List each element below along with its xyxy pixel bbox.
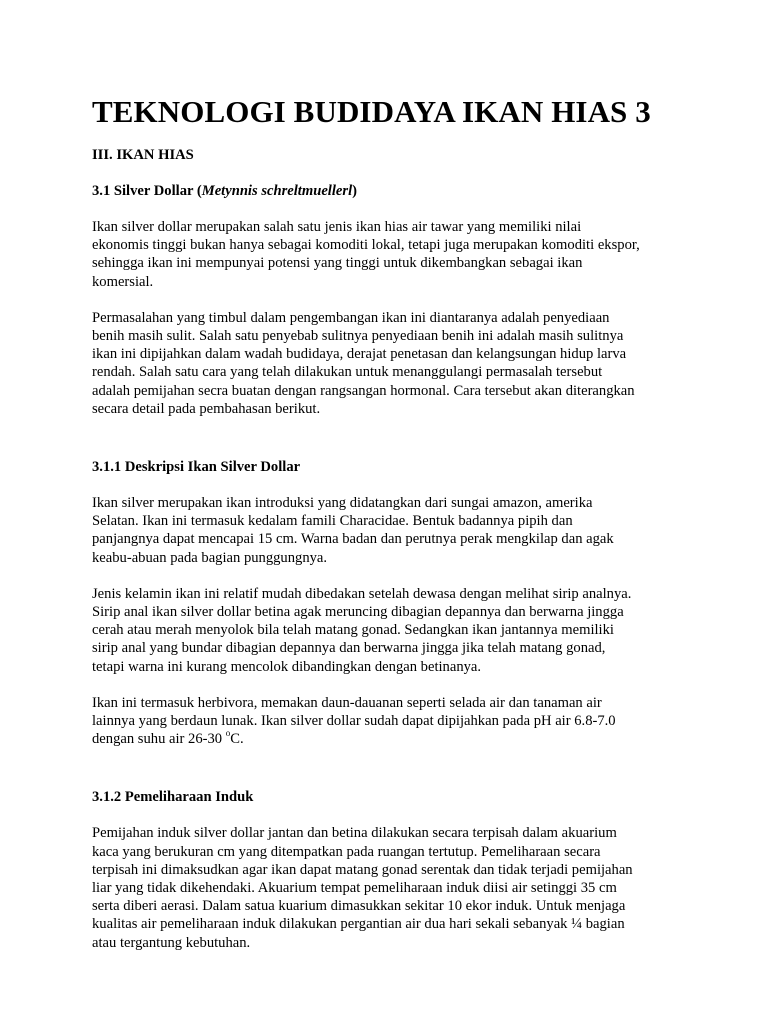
text-line: atau tergantung kebutuhan. (92, 934, 251, 951)
text-line: Permasalahan yang timbul dalam pengembangan ikan ini diantaranya adalah penyediaan (92, 309, 610, 326)
text-line: sirip anal yang bundar dibagian depannya dan berwarna jingga jika telah matang gonad, (92, 640, 606, 657)
section-3-1-paragraph-1 (92, 218, 712, 291)
temperature-text: dengan suhu air 26-30 (92, 731, 226, 748)
section-3-1-paragraph-2 (92, 309, 712, 418)
text-line: Jenis kelamin ikan ini relatif mudah dibedakan setelah dewasa dengan melihat sirip analnya. (92, 585, 632, 602)
section-3-1-heading-prefix: 3.1 Silver Dollar ( (92, 183, 202, 199)
text-line: adalah pemijahan secra buatan dengan rangsangan hormonal. Cara tersebut akan diterangkan (92, 382, 635, 399)
species-name: Metynnis schreltmuellerl (201, 183, 353, 199)
temperature-unit: C. (230, 731, 244, 748)
text-line: Ikan silver merupakan ikan introduksi yang didatangkan dari sungai amazon, amerika (92, 495, 593, 512)
text-line: tetapi warna ini kurang mencolok dibandingkan dengan betinanya. (92, 658, 482, 675)
section-3-1-2-heading: 3.1.2 Pemeliharaan Induk (92, 789, 254, 806)
text-line: secara detail pada pembahasan berikut. (92, 400, 321, 417)
section-3-1-heading (92, 182, 728, 200)
text-line: kaca yang berukuran cm yang ditempatkan pada ruangan tertutup. Pemeliharaan secara (92, 843, 601, 860)
text-line: terpisah ini dimaksudkan agar ikan dapat matang gonad serentak dan tidak terjadi pemijahan (92, 861, 633, 878)
text-line: serta diberi aerasi. Dalam satua kuarium dimasukkan sekitar 10 ekor induk. Untuk menjaga (92, 898, 626, 915)
text-line: ikan ini dipijahkan dalam wadah budidaya, derajat penetasan dan kelangsungan hidup larva (92, 346, 627, 363)
text-line: Pemijahan induk silver dollar jantan dan betina dilakukan secara terpisah dalam akuarium (92, 825, 617, 842)
text-line: sehingga ikan ini mempunyai potensi yang tinggi untuk dikembangkan sebagai ikan (92, 255, 583, 272)
section-3-1-1-paragraph-1 (92, 494, 712, 567)
text-line: lainnya yang berdaun lunak. Ikan silver dollar sudah dapat dipijahkan pada pH air 6.8-7.0 (92, 713, 616, 730)
text-line: panjangnya dapat mencapai 15 cm. Warna badan dan perutnya perak mengkilap dan agak (92, 531, 614, 548)
text-line: Sirip anal ikan silver dollar betina agak meruncing dibagian depannya dan berwarna jingga (92, 604, 624, 621)
degree-sup: o (225, 728, 231, 739)
temperature-line (92, 730, 712, 748)
section-3-1-1-paragraph-3 (92, 694, 712, 749)
chapter-heading: III. IKAN HIAS (92, 147, 194, 163)
text-line: Ikan silver dollar merupakan salah satu jenis ikan hias air tawar yang memiliki nilai (92, 219, 582, 235)
text-line: Ikan ini termasuk herbivora, memakan daun-dauanan seperti selada air dan tanaman air (92, 694, 602, 711)
text-line: ekonomis tinggi bukan hanya sebagai komoditi lokal, tetapi juga merupakan komoditi ekspor, (92, 237, 640, 254)
text-line: Selatan. Ikan ini termasuk kedalam famili Characidae. Bentuk badannya pipih dan (92, 513, 573, 530)
section-3-1-heading-suffix: ) (352, 183, 357, 199)
text-line: kualitas air pemeliharaan induk dilakukan pergantian air dua hari sekali sebanyak ¼ bagian (92, 916, 625, 933)
section-3-1-1-heading: 3.1.1 Deskripsi Ikan Silver Dollar (92, 459, 301, 476)
text-line: komersial. (92, 273, 154, 290)
section-3-1-1-paragraph-2 (92, 585, 712, 676)
document-title: TEKNOLOGI BUDIDAYA IKAN HIAS 3 (92, 94, 651, 129)
text-line: liar yang tidak dikehendaki. Akuarium tempat pemeliharaan induk diisi air setinggi 35 cm (92, 880, 617, 897)
text-line: rendah. Salah satu cara yang telah dilakukan untuk menanggulangi permasalah tersebut (92, 364, 603, 381)
text-line: keabu-abuan pada bagian punggungnya. (92, 549, 328, 566)
text-line: cerah atau merah menyolok bila telah matang gonad. Sedangkan ikan jantannya memiliki (92, 622, 614, 639)
text-line: benih masih sulit. Salah satu penyebab sulitnya penyediaan benih ini adalah masih sulitnya (92, 328, 624, 345)
section-3-1-2-paragraph-1 (92, 824, 712, 951)
